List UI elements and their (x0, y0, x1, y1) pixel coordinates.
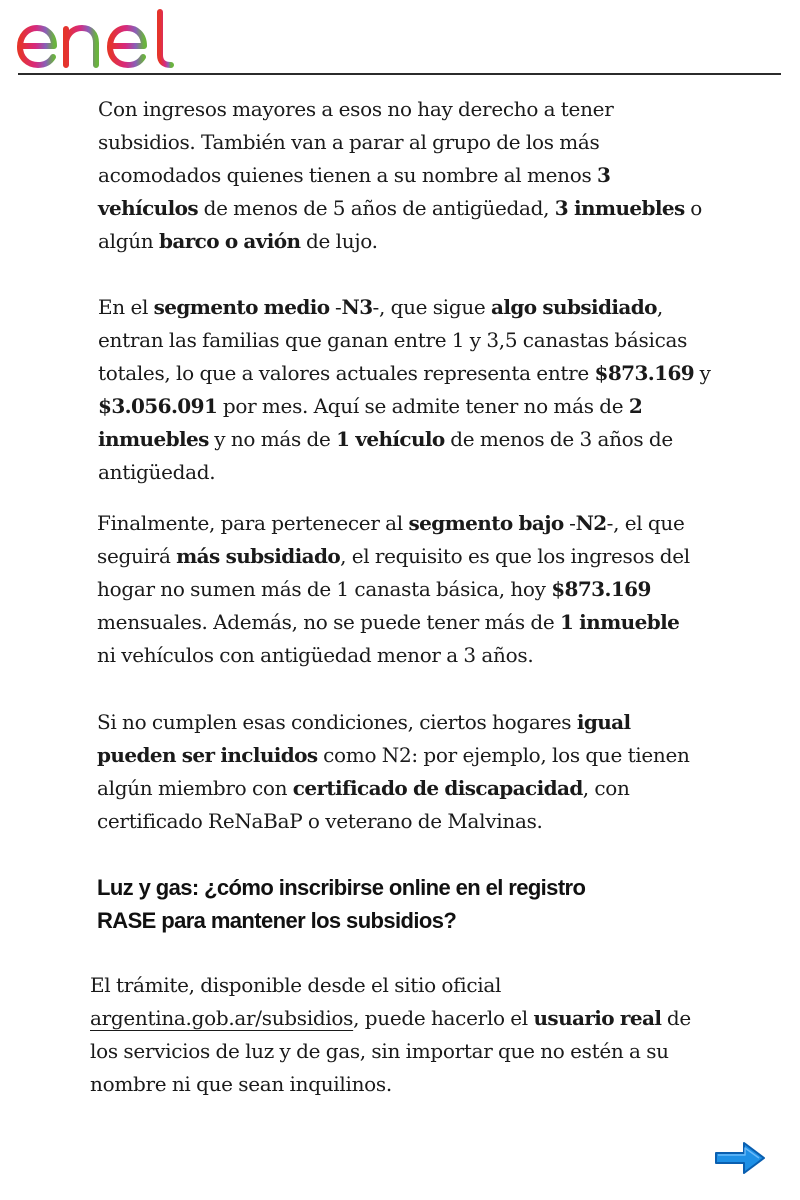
bold-text: N3 (341, 295, 373, 319)
text-segment: mensuales. Además, no se puede tener más de (97, 610, 560, 634)
bold-text: 1 vehículo (336, 427, 445, 451)
bold-text: 2 (628, 394, 643, 418)
text-segment: y no más de (208, 427, 337, 451)
paragraph-high-income (98, 93, 702, 258)
text-line (98, 423, 711, 456)
bold-text: 3 (597, 163, 611, 187)
text-line (90, 1068, 691, 1101)
text-segment: entran las familias que ganan entre 1 y 3,5 canastas básicas (98, 328, 688, 352)
text-line (98, 126, 702, 159)
bold-text: 3 inmuebles (554, 196, 685, 220)
text-line (98, 291, 711, 324)
heading-line: RASE para mantener los subsidios? (97, 908, 457, 933)
text-line (98, 159, 702, 192)
bold-text: $3.056.091 (98, 394, 218, 418)
bold-text: $873.169 (594, 361, 695, 385)
text-line (97, 739, 690, 772)
text-segment: Con ingresos mayores a esos no hay derecho a tener (98, 97, 614, 121)
text-segment: algún miembro con (97, 776, 293, 800)
text-line (90, 1035, 691, 1068)
bold-text: usuario real (533, 1006, 662, 1030)
bold-text: N2 (575, 511, 607, 535)
paragraph-registration (90, 969, 691, 1101)
bold-text: pueden ser incluidos (97, 743, 318, 767)
text-segment: En el (98, 295, 154, 319)
text-segment: los servicios de luz y de gas, sin importar que no estén a su (90, 1039, 669, 1063)
text-line (98, 456, 711, 489)
text-line (90, 969, 691, 1002)
text-line (98, 390, 711, 423)
heading-line: Luz y gas: ¿cómo inscribirse online en el registro (97, 875, 586, 900)
text-segment: Si no cumplen esas condiciones, ciertos hogares (97, 710, 577, 734)
site-header (0, 0, 800, 76)
text-segment: por mes. Aquí se admite tener no más de (217, 394, 629, 418)
text-segment: de (661, 1006, 691, 1030)
text-line (90, 1002, 691, 1035)
text-segment: de lujo. (300, 229, 378, 253)
text-segment: , el requisito es que los ingresos del (340, 544, 690, 568)
bold-text: igual (576, 710, 631, 734)
text-segment: -, el que (606, 511, 685, 535)
text-line (97, 573, 690, 606)
text-line (97, 606, 690, 639)
text-line (97, 540, 690, 573)
text-segment: o (684, 196, 702, 220)
text-line (98, 93, 702, 126)
bold-text: segmento medio (153, 295, 330, 319)
text-segment: algún (98, 229, 159, 253)
text-line (97, 772, 690, 805)
text-segment: ni vehículos con antigüedad menor a 3 años. (97, 643, 534, 667)
text-segment: y (694, 361, 711, 385)
text-line (97, 639, 690, 672)
enel-logo[interactable] (16, 8, 186, 70)
bold-text: barco o avión (158, 229, 301, 253)
text-segment: acomodados quienes tienen a su nombre al menos (98, 163, 597, 187)
section-heading (97, 871, 585, 937)
text-segment: , con (582, 776, 630, 800)
text-segment: hogar no sumen más de 1 canasta básica, hoy (97, 577, 552, 601)
header-divider (18, 73, 781, 75)
text-line (98, 324, 711, 357)
text-line (97, 507, 690, 540)
text-line (97, 805, 690, 838)
text-segment: - (563, 511, 576, 535)
paragraph-segment-medium (98, 291, 711, 489)
text-segment: seguirá (97, 544, 177, 568)
text-segment: certificado ReNaBaP o veterano de Malvinas. (97, 809, 543, 833)
text-segment: - (329, 295, 342, 319)
bold-text: 1 inmueble (559, 610, 680, 634)
text-line (98, 357, 711, 390)
bold-text: algo subsidiado (491, 295, 657, 319)
text-segment: de menos de 5 años de antigüedad, (198, 196, 555, 220)
text-segment: de menos de 3 años de (444, 427, 673, 451)
text-segment: -, que sigue (372, 295, 492, 319)
text-segment: Finalmente, para pertenecer al (97, 511, 409, 535)
bold-text: $873.169 (551, 577, 651, 601)
paragraph-segment-low (97, 507, 690, 672)
text-segment: , (656, 295, 663, 319)
bold-text: vehículos (98, 196, 199, 220)
text-segment: subsidios. También van a parar al grupo de los más (98, 130, 600, 154)
text-segment: como N2: por ejemplo, los que tienen (317, 743, 690, 767)
text-line (98, 225, 702, 258)
subsidios-link[interactable]: argentina.gob.ar/subsidios (90, 1006, 354, 1030)
bold-text: segmento bajo (408, 511, 564, 535)
text-segment: El trámite, disponible desde el sitio oficial (90, 973, 502, 997)
text-segment: totales, lo que a valores actuales representa entre (98, 361, 595, 385)
text-segment: nombre ni que sean inquilinos. (90, 1072, 392, 1096)
paragraph-exceptions (97, 706, 690, 838)
text-line (97, 706, 690, 739)
text-segment: antigüedad. (98, 460, 216, 484)
text-segment: , puede hacerlo el (353, 1006, 534, 1030)
arrow-right-icon[interactable] (714, 1140, 766, 1176)
text-line (98, 192, 702, 225)
bold-text: más subsidiado (176, 544, 341, 568)
bold-text: inmuebles (98, 427, 209, 451)
bold-text: certificado de discapacidad (292, 776, 583, 800)
